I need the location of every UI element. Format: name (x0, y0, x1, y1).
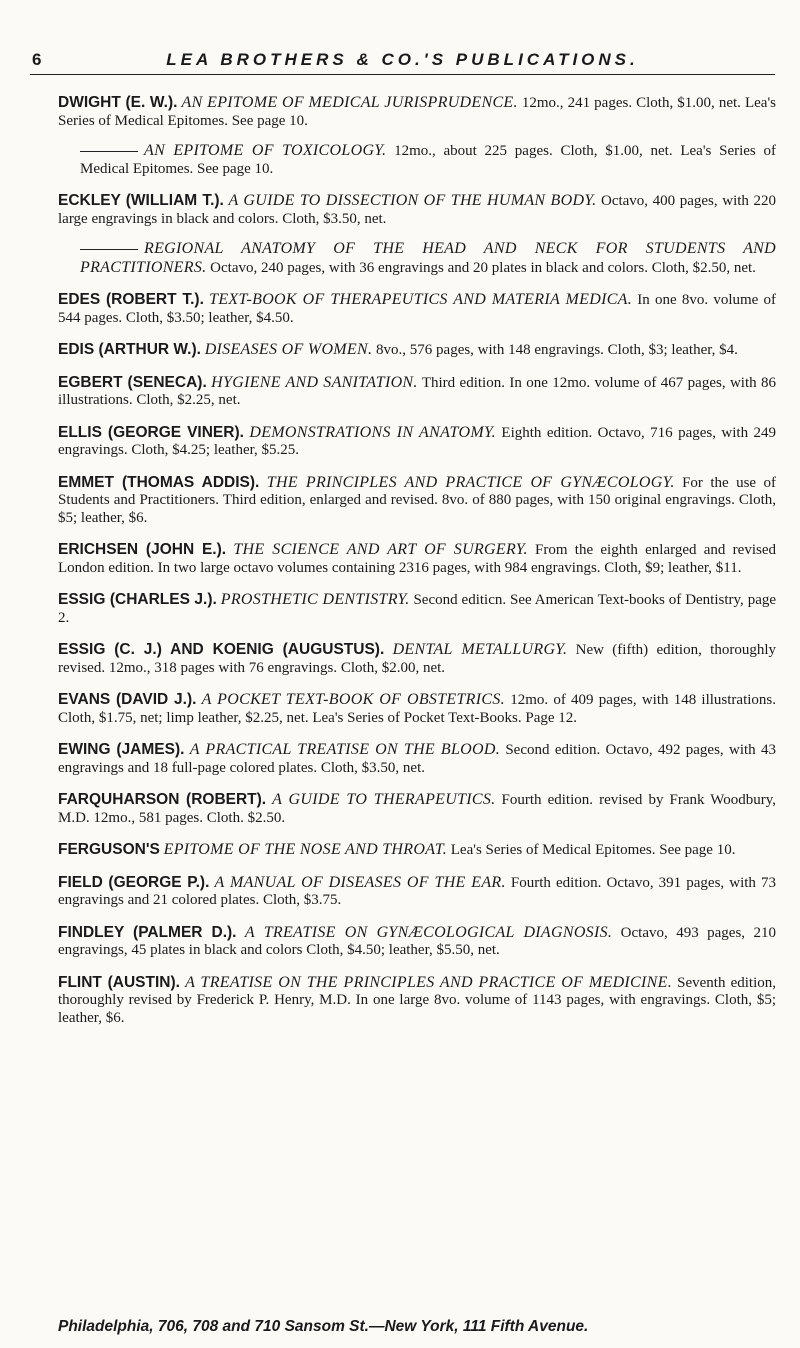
catalog-entry (58, 591, 776, 627)
entry-description: Seventh edition, thoroughly revised by Frederick P. Henry, M.D. In one large 8vo. volume of 1143 pages, with engravings. Cloth, $5; leather, $6. (58, 974, 777, 1026)
entry-description: Lea's Series of Medical Epitomes. See page 10. (450, 842, 736, 858)
entry-description: Fourth edition. revised by Frank Woodbury, M.D. 12mo., 581 pages. Cloth. $2.50. (58, 792, 777, 826)
entry-author: ESSIG (C. J.) AND KOENIG (AUGUSTUS). (58, 641, 385, 658)
entry-author: EWING (JAMES). (58, 741, 185, 758)
catalog-entry (58, 341, 776, 360)
page-header (30, 48, 775, 75)
entry-author: EDIS (ARTHUR W.). (58, 341, 201, 358)
entry-description: In one 8vo. volume of 544 pages. Cloth, $3.50; leather, $4.50. (58, 292, 777, 326)
entry-author: ELLIS (GEORGE VINER). (58, 423, 244, 441)
catalog-entry (58, 741, 776, 777)
entry-author: ESSIG (CHARLES J.). (58, 591, 217, 608)
entry-title: A POCKET TEXT-BOOK OF OBSTETRICS. (201, 691, 505, 708)
entry-title: HYGIENE AND SANITATION. (211, 373, 418, 391)
entry-title: A PRACTICAL TREATISE ON THE BLOOD. (189, 741, 501, 758)
catalog-entry (58, 374, 776, 410)
catalog-entry (58, 474, 776, 528)
entry-description: From the eighth enlarged and revised London edition. In two large octavo volumes containing 2316 pages, with 984 engravings. Cloth, $9; leather, $11. (58, 542, 776, 576)
entry-title: AN EPITOME OF TOXICOLOGY. (144, 142, 387, 159)
entry-description: Fourth edition. Octavo, 391 pages, with 73 engravings and 21 colored plates. Cloth, $3.75. (58, 874, 777, 908)
entry-author: FINDLEY (PALMER D.). (58, 923, 237, 941)
ditto-dash (80, 249, 138, 250)
catalog-entry (58, 791, 776, 827)
entry-author: EMMET (THOMAS ADDIS). (58, 473, 260, 491)
entry-title: TEXT-BOOK OF THERAPEUTICS AND MATERIA MEDICA. (209, 291, 633, 308)
catalog-entries (58, 94, 776, 1041)
entry-title: THE PRINCIPLES AND PRACTICE OF GYNÆCOLOGY. (266, 473, 675, 491)
entry-description: Second editicn. See American Text-books of Dentistry, page 2. (58, 592, 777, 626)
catalog-entry (58, 841, 776, 860)
entry-title: A TREATISE ON THE PRINCIPLES AND PRACTICE OF MEDICINE. (185, 973, 672, 991)
entry-description: Octavo, 400 pages, with 220 large engravings in black and colors. Cloth, $3.50, net. (58, 193, 777, 227)
entry-author: EDES (ROBERT T.). (58, 291, 204, 308)
ditto-dash (80, 151, 138, 152)
entry-title: REGIONAL ANATOMY OF THE HEAD AND NECK FOR STUDENTS AND PRACTITIONERS. (80, 240, 776, 276)
entry-title: DENTAL METALLURGY. (392, 641, 568, 658)
entry-author: DWIGHT (E. W.). (58, 94, 178, 111)
catalog-entry (58, 924, 776, 960)
entry-description: 12mo. of 409 pages, with 148 illustrations. Cloth, $1.75, net; limp leather, $2.25, net. Lea's Series of Pocket Text-Books. Page 12. (58, 692, 777, 726)
entry-description: For the use of Students and Practitioners. Third edition, enlarged and revised. 8vo. of 880 pages, with 150 original engravings. Cloth, $5; leather, $6. (58, 474, 777, 526)
catalog-entry (58, 192, 776, 228)
entry-description: Octavo, 493 pages, 210 engravings, 45 plates in black and colors Cloth, $4.50; leather, $5.50, net. (58, 924, 776, 958)
catalog-entry (58, 974, 776, 1028)
running-head: LEA BROTHERS & CO.'S PUBLICATIONS. (166, 50, 639, 69)
catalog-entry (58, 291, 776, 327)
entry-title: A TREATISE ON GYNÆCOLOGICAL DIAGNOSIS. (244, 923, 613, 941)
entry-description: 8vo., 576 pages, with 148 engravings. Cloth, $3; leather, $4. (376, 342, 738, 358)
publisher-address-footer: Philadelphia, 706, 708 and 710 Sansom St.—New York, 111 Fifth Avenue. (58, 1318, 589, 1335)
entry-author: EGBERT (SENECA). (58, 373, 207, 391)
entry-description: Octavo, 240 pages, with 36 engravings and 20 plates in black and colors. Cloth, $2.50, net. (210, 259, 756, 276)
entry-title: AN EPITOME OF MEDICAL JURISPRUDENCE. (181, 94, 518, 111)
catalog-entry (58, 240, 776, 277)
entry-title: A GUIDE TO THERAPEUTICS. (272, 791, 496, 808)
catalog-entry (58, 94, 776, 130)
entry-title: DISEASES OF WOMEN. (204, 341, 373, 358)
entry-title: EPITOME OF THE NOSE AND THROAT. (163, 841, 448, 858)
entry-author: ERICHSEN (JOHN E.). (58, 541, 227, 558)
entry-author: EVANS (DAVID J.). (58, 691, 197, 708)
page-number: 6 (32, 50, 42, 69)
entry-author: FLINT (AUSTIN). (58, 973, 180, 991)
entry-description: Second edition. Octavo, 492 pages, with 43 engravings and 18 full-page colored plates. Cloth, $3.50, net. (58, 742, 776, 776)
catalog-entry (58, 142, 776, 178)
entry-title: PROSTHETIC DENTISTRY. (220, 591, 410, 608)
entry-author: ECKLEY (WILLIAM T.). (58, 192, 224, 209)
entry-author: FERGUSON'S (58, 841, 160, 858)
entry-description: Eighth edition. Octavo, 716 pages, with 249 engravings. Cloth, $4.25; leather, $5.25. (58, 424, 777, 458)
entry-title: A GUIDE TO DISSECTION OF THE HUMAN BODY. (228, 192, 597, 209)
entry-description: 12mo., about 225 pages. Cloth, $1.00, net. Lea's Series of Medical Epitomes. See page 10. (80, 143, 777, 177)
entry-author: FARQUHARSON (ROBERT). (58, 791, 267, 808)
entry-title: A MANUAL OF DISEASES OF THE EAR. (214, 873, 506, 891)
catalog-entry (58, 691, 776, 727)
entry-author: FIELD (GEORGE P.). (58, 873, 210, 891)
entry-description: Third edition. In one 12mo. volume of 467 pages, with 86 illustrations. Cloth, $2.25, net. (58, 374, 777, 408)
entry-description: New (fifth) edition, thoroughly revised. 12mo., 318 pages with 76 engravings. Cloth, $2.00, net. (58, 642, 777, 676)
entry-title: THE SCIENCE AND ART OF SURGERY. (233, 541, 528, 558)
entry-description: 12mo., 241 pages. Cloth, $1.00, net. Lea's Series of Medical Epitomes. See page 10. (58, 95, 776, 129)
entry-title: DEMONSTRATIONS IN ANATOMY. (249, 423, 496, 441)
catalog-entry (58, 874, 776, 910)
catalog-entry (58, 424, 776, 460)
catalog-entry (58, 641, 776, 677)
catalog-entry (58, 541, 776, 577)
